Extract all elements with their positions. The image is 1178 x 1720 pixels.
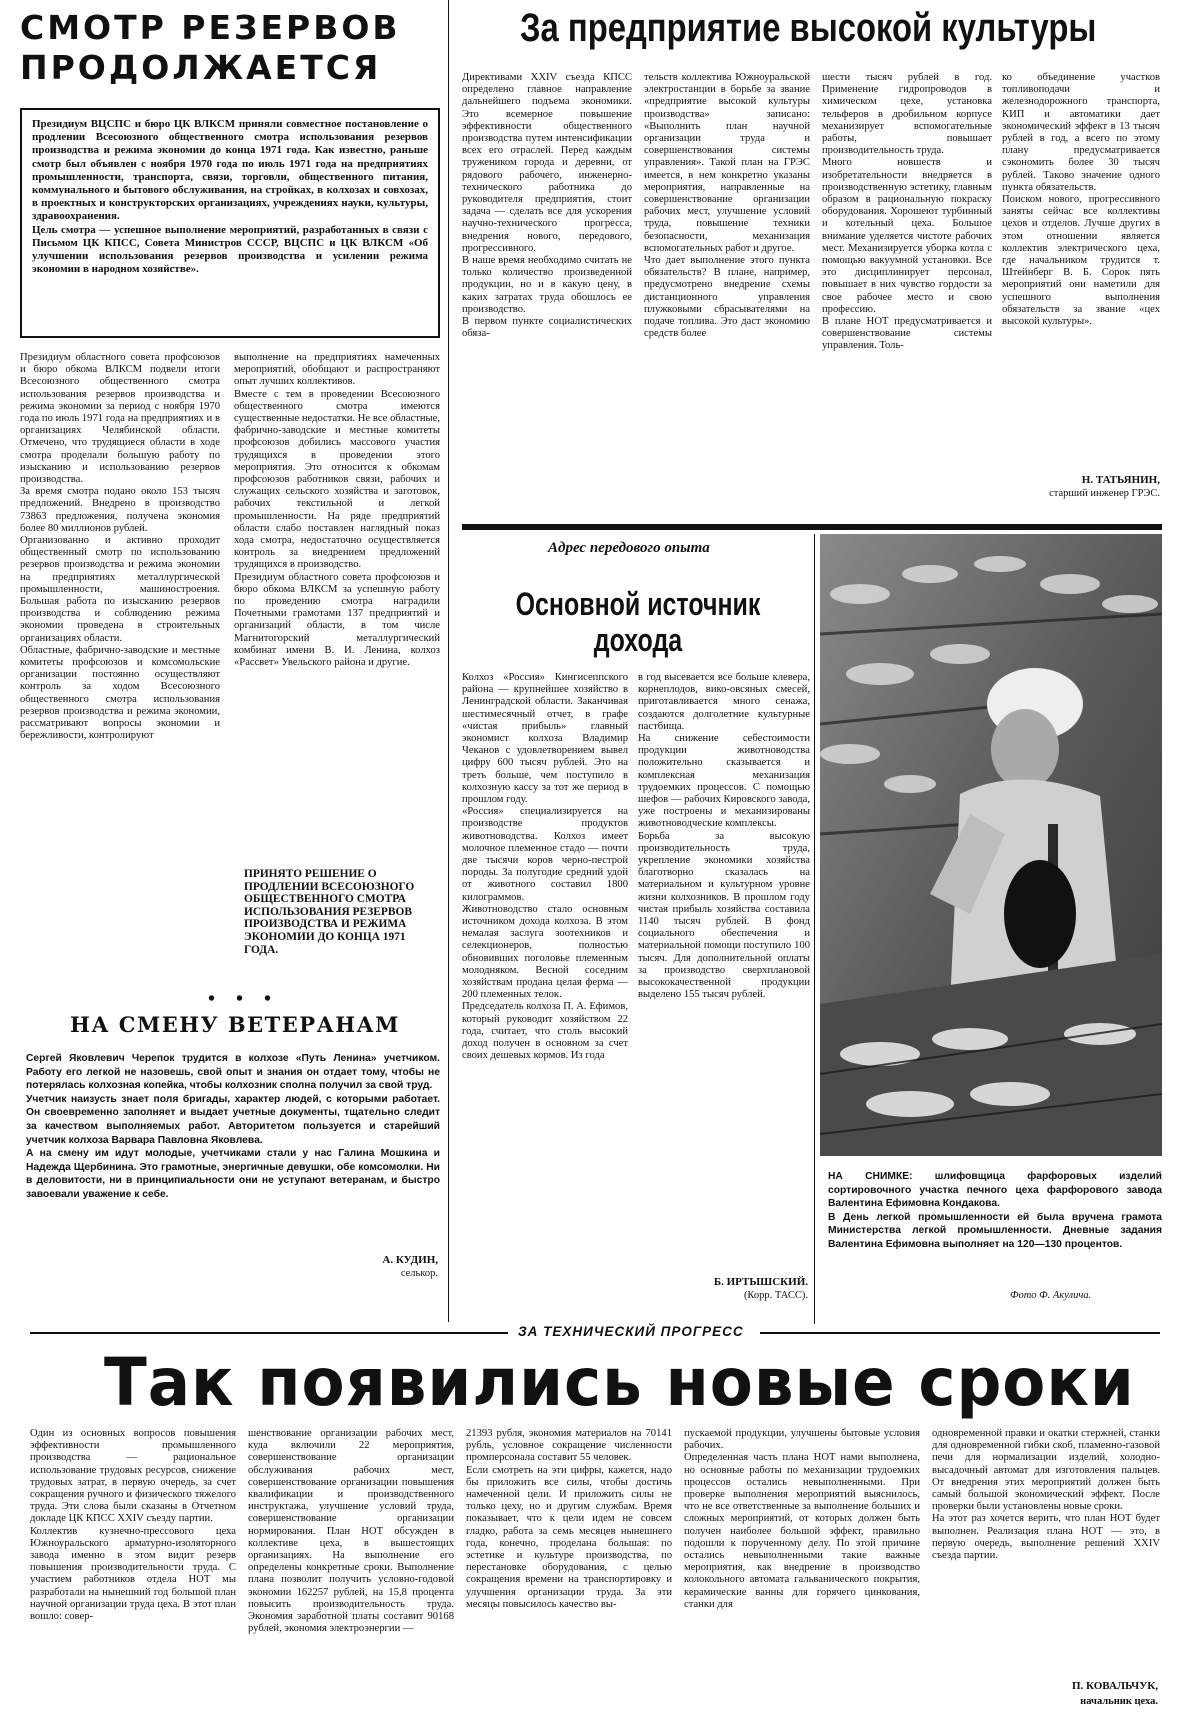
income-col2: в год высевается все больше клевера, корнеплодов, вико-овсяных смесей, приготавливается много сенажа, создаются долголетние культурные пастбища. На снижение себестоимости продукции животноводства положительно сказывается и комплексная механизация трудоемких процессов. С помощью шефов — рабочих Кировского завода, уже построены и механизированы животноводческие комплексы. Борьба за высокую производительность труда, укрепление экономики хозяйства благотворно сказалась на материальном и культурном уровне жизни колхозников. В прошлом году чистая прибыль хозяйства составила 1140 тысяч рублей. В фонд социального обеспечения и материальной помощи поступило 100 тысяч. Для дополнительной оплаты за производство сверхплановой высококачественной продукции выделено 155 тысяч рублей.: [638, 672, 810, 1001]
tech-author-role: начальник цеха.: [1080, 1696, 1158, 1707]
smotr-col2: выполнение на предприятиях намеченных мероприятий, обобщают и распространяют опыт лучших коллективов. Вместе с тем в проведении Всесоюзного общественного смотра имеются существенные недостатки. Не все областные, фабрично-заводские и местные комитеты профсоюзов добились массового участия трудящихся в проведении этого мероприятия. Это относится к обкомам профсоюзов работников связи, рабочих и служащих сельского хозяйства и заготовок, рабочих текстильной и легкой промышленности. На ряде предприятий области слабо поставлен наглядный показ хода смотра, недостаточно осуществляется контроль за внедрением предложений трудящихся в производство. Президиум областного совета профсоюзов и бюро обкома ВЛКСМ за успешную работу по проведению смотра наградили Почетными грамотами 137 предприятий и организаций области, в том числе Магнитогорский металлургический комбинат имени В. И. Ленина, колхоз «Рассвет» Увельского района и другие.: [234, 352, 440, 669]
income-author: Б. ИРТЫШСКИЙ.: [713, 1276, 808, 1288]
culture-bottom-rule: [462, 524, 1162, 530]
culture-col3: шести тысяч рублей в год. Применение гидропроводов в химическом цехе, установка тельферов в дробильном корпусе механизирует вспомогательные работы, повышает производительность труда. Много новшеств и изобретательности внедряется в производственную эстетику, главным образом в рациональную покраску оборудования. Хорошеют турбинный и котельный цеха. Большое внимание уделяется чистоте рабочих мест. Механизируется уборка котла с помощью вакуумной установки. Все это дисциплинирует персонал, повышает в них чувство гордости за свое рабочее место и свою профессию. В плане НОТ предусматривается и совершенствование системы управления. Толь-: [822, 72, 992, 352]
income-author-role: (Корр. ТАСС).: [743, 1290, 808, 1301]
income-col1: Колхоз «Россия» Кингисеппского района — крупнейшее хозяйство в Ленинградской области. Заканчивая шестимесячный отчет, в графе «чистая прибыль» главный экономист колхоза Владимир Чеканов с удовлетворением вывел цифру 600 тысяч рублей. Это на треть больше, чем поступило в колхозную кассу за тот же период в прошлом году. «Россия» специализируется на производстве продуктов животноводства. Колхоз имеет молочное племенное стадо — почти две тысячи коров черно-пестрой породы. За полугодие средний удой от животного составил 1800 килограммов. Животноводство стало основным источником дохода колхоза. В этом немалая заслуга зоотехников и селекционеров, полностью обновивших поголовье племенным молодняком. Весной соседним хозяйствам продана целая ферма — 200 племенных телок. Председатель колхоза П. А. Ефимов, который руководит хозяйством 22 года, считает, что столь высокий доход получен в основном за счет своих дешевых кормов. Из года: [462, 672, 628, 1062]
tech-rule-right: [760, 1332, 1160, 1334]
tech-col1: Один из основных вопросов повышения эффективности промышленного производства — рациональное использование трудовых ресурсов, снижение трудовых затрат, в первую очередь, за счет сокращения ручного и физического тяжелого труда. Эти слова были сказаны в Отчетном докладе ЦК КПСС XXIV съезду партии. Коллектив кузнечно-прессового цеха Южноуральского арматурно-изоляторного завода именно в этом видит резерв повышения производительности труда. С участием работников отдела НОТ мы разработали на нынешний год большой план научной организации труда цеха. В этот план вошло: совер-: [30, 1428, 236, 1623]
culture-author: Н. ТАТЬЯНИН,: [1081, 474, 1160, 486]
headline-income-line1: Основной источник: [515, 586, 761, 622]
photo-caption: НА СНИМКЕ: шлифовщица фарфоровых изделий сортировочного участка печного цеха фарфорового завода Валентина Ефимовна Кондакова. В День легкой промышленности ей была вручена грамота Министерства легкой промышленности. Дневные задания Валентина Ефимовна выполняет на 120—130 процентов.: [828, 1171, 1162, 1250]
photo-credit: Фото Ф. Акулича.: [1010, 1290, 1092, 1301]
headline-tech: Так появились новые сроки: [104, 1344, 1135, 1421]
tech-rule-left: [30, 1332, 508, 1334]
column-rule-income: [814, 534, 815, 1324]
tech-col5: одновременной правки и окатки стержней, станки для одновременной гибки скоб, пламенно-газовой печи для нормализации изделий, холодно-высадочный автомат для изготовления пальцев. От внедрения этих мероприятий должен быть самый большой экономический эффект. После проверки были установлены новые сроки. На этот раз хочется верить, что план НОТ будет выполнен. Реализация плана НОТ — это, в первую очередь, выполнение решений XXIV съезда партии.: [932, 1428, 1160, 1562]
veterans-author-role: селькор.: [400, 1268, 438, 1279]
smotr-intro-text: Президиум ВЦСПС и бюро ЦК ВЛКСМ приняли совместное постановление о продлении Всесоюзного общественного смотра использования резервов производства и режима экономии до конца 1971 года. Как известно, раньше смотр был объявлен с ноября 1970 года по июль 1971 года на предприятиях промышленности, транспорта, связи, торговли, общественного питания, коммунального и бытового обслуживания, на стройках, в колхозах и совхозах, в проектных и конструкторских организациях, учреждениях науки, культуры, здравоохранения. Цель смотра — успешное выполнение мероприятий, разработанных в связи с Письмом ЦК КПСС, Совета Министров СССР, ВЦСПС и ЦК ВЛКСМ «Об улучшении использования резервов производства и усилении режима экономии в народном хозяйстве».: [32, 118, 428, 276]
culture-col2: тельств коллектива Южноуральской электростанции в борьбе за звание «предприятие высокой культуры производства» записано: «Выполнить план научной организации труда и совершенствования системы управления». Такой план на ГРЭС имеется, в нем конкретно указаны мероприятия, направленные на совершенствование организации рабочих мест, улучшение условий труда, повышение техники безопасности, механизация вспомогательных работ и другое. Что дает выполнение этого пункта обязательств? В плане, например, предусмотрено внедрение схемы дистанционного управления плужковыми сбрасывателями на подаче топлива. Это даст экономию средств более: [644, 72, 810, 340]
tech-col3: 21393 рубля, экономия материалов на 70141 рубль, условное сокращение численности промперсонала составит 55 человек. Если смотреть на эти цифры, кажется, надо бы приложить все силы, чтобы достичь намеченной цели. И приложить силы не только цеху, но и другим службам. Время показывает, что к цели идем не совсем гладко, работа за семь месяцев нынешнего года, конечно, проделана большая: по эстетике и культуре производства, по перестановке оборудования, с целью сокращения времени на транспортировку и улучшения организации труда. За эти месяцы повысилось качество вы-: [466, 1428, 672, 1610]
culture-author-role: старший инженер ГРЭС.: [1049, 488, 1160, 499]
smotr-intro-box: [20, 108, 440, 338]
photo-illustration: [820, 534, 1162, 1156]
headline-culture: За предприятие высокой культуры: [520, 6, 1097, 50]
tech-col2: шенствование организации рабочих мест, куда включили 22 мероприятия, совершенствование организации обслуживания рабочих мест, совершенствование организации повышения квалификации и производственного инструктажа, улучшение условий труда, совершенствование организации нормирования. План НОТ обсужден в коллективе цеха, в вышестоящих организациях. На выполнение его определены конкретные сроки. Выполнение плана позволит получить условно-годовой экономии 162257 рублей, на 15,8 процента повысить производительность труда. Экономия заработной платы составит 90168 рублей, экономия электроэнергии —: [248, 1428, 454, 1635]
separator-dots: • • •: [208, 988, 280, 1010]
headline-income: [505, 586, 770, 658]
culture-col4: ко объединение участков топливоподачи и железнодорожного транспорта, КИП и автоматики дает экономический эффект в 13 тысяч рублей в год, а всего по этому плану предусматривается сэкономить более 30 тысяч рублей. Таково значение одного пункта обязательств. Поиском нового, прогрессивного заняты сейчас все коллективы цехов и отделов. Лучше других в этом отношении является коллектив электрического цеха, где начальником трудится т. Штейнберг В. Б. Сорок пять мероприятий они наметили для успешного выполнения обязательств за звание «цех высокой культуры».: [1002, 72, 1160, 328]
headline-smotr: [20, 8, 440, 88]
tech-rubric: ЗА ТЕХНИЧЕСКИЙ ПРОГРЕСС: [518, 1324, 744, 1339]
smotr-decision: ПРИНЯТО РЕШЕНИЕ О ПРОДЛЕНИИ ВСЕСОЮЗНОГО ОБЩЕСТВЕННОГО СМОТРА ИСПОЛЬЗОВАНИЯ РЕЗЕРВОВ ПРОИЗВОДСТВА И РЕЖИМА ЭКОНОМИИ ДО КОНЦА 1971 ГОДА.: [244, 868, 415, 956]
income-rubric: Адрес передового опыта: [548, 540, 710, 556]
veterans-text: Сергей Яковлевич Черепок трудится в колхозе «Путь Ленина» учетчиком. Работу его легкой не назовешь, свой опыт и знания он отдает тому, чтобы не потерялась колхозная копейка, чтобы колхозник сполна получил за свой труд. Учетчик наизусть знает поля бригады, характер людей, с которыми работает. Он своевременно заполняет и выдает учетные документы, тщательно следит за качеством выполняемых работ. Авторитетом пользуется и старейший учетчик колхоза Варвара Павловна Яковлева. А на смену им идут молодые, учетчиками стали у нас Галина Мошкина и Надежда Щербинина. Это грамотные, энергичные девушки, обе комсомолки. Ни в деловитости, ни в принципиальности они не уступают ветеранам, и быстро завоевали уважение к себе.: [26, 1053, 440, 1200]
tech-author: П. КОВАЛЬЧУК,: [1071, 1680, 1158, 1692]
culture-col1: Директивами XXIV съезда КПСС определено главное направление дальнейшего подъема экономики. Это всемерное повышение эффективности общественного производства путем интенсификации всех его отраслей. Перед каждым тружеником города и деревни, от рядового рабочего, инженерно-технического работника до руководителя предприятия, стоит задача — сделать все для ускорения научно-технического прогресса, внедрения нового, передового, прогрессивного. В наше время необходимо считать не только количество произведенной продукции, но и в какую цену, в каких затратах труда обошлось ее производство. В первом пункте социалистических обяза-: [462, 72, 632, 340]
headline-smotr-line2: ПРОДОЛЖАЕТСЯ: [20, 48, 382, 87]
smotr-col1: Президиум областного совета профсоюзов и бюро обкома ВЛКСМ подвели итоги Всесоюзного общественного смотра использования резервов производства и режима экономии за период с ноября 1970 года по июль 1971 года на предприятиях и в организациях Челябинской области. Отмечено, что трудящиеся области в ходе смотра проделали большую работу по изысканию и использованию резервов производства. За время смотра подано около 153 тысяч предложений. Внедрено в производство 73863 предложения, получена экономия более 80 миллионов рублей. Организованно и активно проходит общественный смотр по использованию резервов производства и режима экономии на предприятиях металлургической промышленности, машиностроения. Большая работа по изысканию резервов производства и соблюдению режима экономии проведена в строительных организациях области. Областные, фабрично-заводские и местные комитеты профсоюзов и комсомольские организации постоянно осуществляют контроль за ходом Всесоюзного общественного смотра использования резервов производства и режима экономии, рассматривают вопросы экономии и бережливости, контролируют: [20, 352, 220, 742]
headline-veterans: НА СМЕНУ ВЕТЕРАНАМ: [70, 1012, 400, 1037]
column-rule-left: [448, 0, 449, 1322]
veterans-author: А. КУДИН,: [382, 1254, 438, 1266]
headline-income-line2: дохода: [593, 622, 683, 658]
photo-porcelain-worker: [820, 534, 1162, 1156]
headline-smotr-line1: СМОТР РЕЗЕРВОВ: [20, 8, 401, 47]
tech-col4: пускаемой продукции, улучшены бытовые условия рабочих. Определенная часть плана НОТ нами выполнена, но основные работы по механизации трудоемких процессов остались невыполненными. При проверке выполнения мероприятий выяснилось, что не все ответственные за выполнение больших и сложных мероприятий, от которых должен быть получен наиболее большой эффект, правильно подошли к порученному делу. По этой причине остались невыполненными такие важные мероприятия, как внедрение в производство колокольного автомата гальванического покрытия, керамические ванны для горячего цинкования, станки для: [684, 1428, 920, 1610]
